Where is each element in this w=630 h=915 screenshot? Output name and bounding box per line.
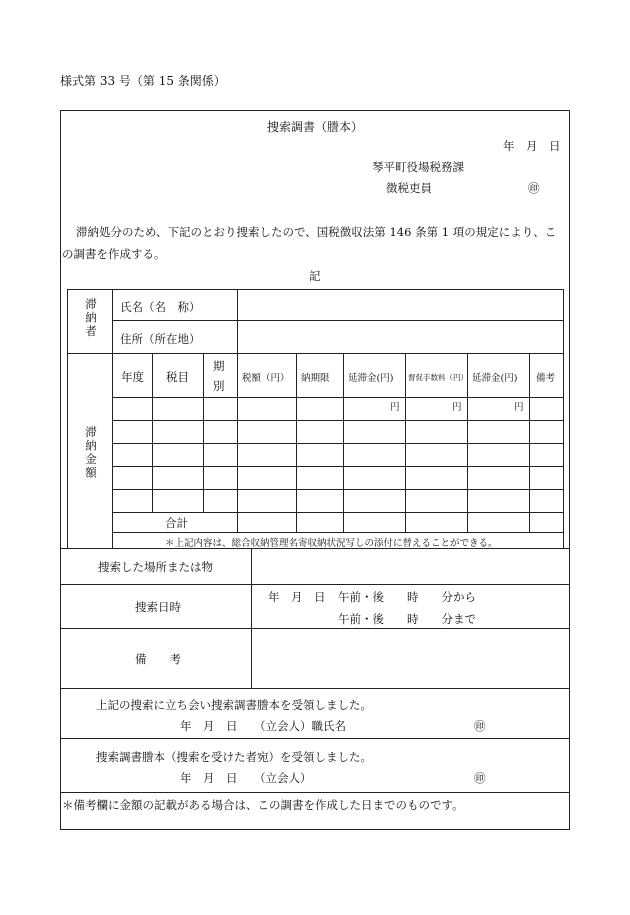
row-line <box>112 532 563 533</box>
row-line <box>112 420 563 421</box>
table-left <box>67 289 68 548</box>
search-datetime-to: 午前・後 時 分まで <box>338 612 476 626</box>
unit-yen: 円 <box>514 402 524 413</box>
col-header-reminder-fee: 督促手数料（円） <box>408 373 468 382</box>
witness-seal: ㊞ <box>474 719 486 733</box>
footnote: ＊備考欄に金額の記載がある場合は、この調書を作成した日までのものです。 <box>62 798 464 812</box>
recipient-date: 年 月 日 <box>180 771 238 785</box>
col-line <box>405 353 406 532</box>
recipient-statement: 捜索調書謄本（捜索を受けた者宛）を受領しました。 <box>96 750 372 764</box>
col-header-tax-item: 税目 <box>166 370 189 384</box>
recipient-role: （立会人） <box>254 771 312 785</box>
col-header-year: 年度 <box>121 370 144 384</box>
delinquent-section-label: 滞納者 <box>84 298 98 339</box>
col-header-late-fee-1: 延滞金(円) <box>348 373 394 384</box>
address-label: 住所（所在地） <box>120 332 201 346</box>
row-line <box>112 466 563 467</box>
col-line <box>237 353 238 532</box>
remarks-label: 備 考 <box>135 652 181 666</box>
name-label: 氏名（名 称） <box>120 300 201 314</box>
ki-label: 記 <box>309 269 321 283</box>
row-line <box>67 353 563 354</box>
col-line <box>296 353 297 532</box>
body-text-line2: の調書を作成する。 <box>62 247 166 261</box>
divider <box>60 792 570 793</box>
col-line <box>529 353 530 532</box>
row-line <box>112 489 563 490</box>
section-divider <box>112 289 113 548</box>
unit-yen: 円 <box>390 402 400 413</box>
table-top <box>67 289 563 290</box>
search-datetime-from: 午前・後 時 分から <box>338 590 476 604</box>
form-number: 様式第 33 号（第 15 条関係） <box>60 74 226 88</box>
form-title: 捜索調書（謄本） <box>267 120 364 134</box>
search-datetime-label: 捜索日時 <box>135 600 181 614</box>
body-text-line1: 滞納処分のため、下記のとおり捜索したので、国税徴収法第 146 条第 1 項の規定により、こ <box>76 225 557 239</box>
col-line <box>251 548 252 688</box>
table-right <box>563 289 564 548</box>
row-line <box>112 512 563 513</box>
row-line <box>112 443 563 444</box>
search-place-label: 捜索した場所または物 <box>98 560 213 574</box>
witness-role: （立会人）職氏名 <box>254 719 346 733</box>
date-line: 年 月 日 <box>503 139 561 153</box>
officer-seal: ㊞ <box>528 181 540 195</box>
col-line <box>152 353 153 512</box>
unit-yen: 円 <box>452 402 462 413</box>
col-line <box>237 289 238 353</box>
amount-note: ＊上記内容は、総合収納管理名寄収納状況写しの添付に替えることができる。 <box>165 538 498 549</box>
recipient-seal: ㊞ <box>474 771 486 785</box>
office-name: 琴平町役場税務課 <box>372 160 464 174</box>
col-header-period: 期別 <box>213 359 225 393</box>
col-header-late-fee-2: 延滞金(円) <box>472 373 518 384</box>
divider <box>60 688 570 689</box>
witness-date: 年 月 日 <box>180 719 238 733</box>
search-datetime-date: 年 月 日 <box>268 590 326 604</box>
total-label: 合計 <box>165 516 188 530</box>
col-header-due-date: 納期限 <box>301 373 330 384</box>
officer-label: 徴税吏員 <box>386 181 432 195</box>
witness-statement: 上記の捜索に立ち会い捜索調書謄本を受領しました。 <box>96 698 372 712</box>
row-line <box>112 320 563 321</box>
amount-section-label: 滞納金額 <box>84 426 98 480</box>
col-line <box>203 353 204 512</box>
col-line <box>343 353 344 532</box>
col-header-tax-amount: 税額（円） <box>242 373 290 384</box>
divider <box>60 584 570 585</box>
divider <box>60 738 570 739</box>
divider <box>60 628 570 629</box>
col-header-remarks: 備考 <box>536 373 556 384</box>
row-line <box>112 397 563 398</box>
